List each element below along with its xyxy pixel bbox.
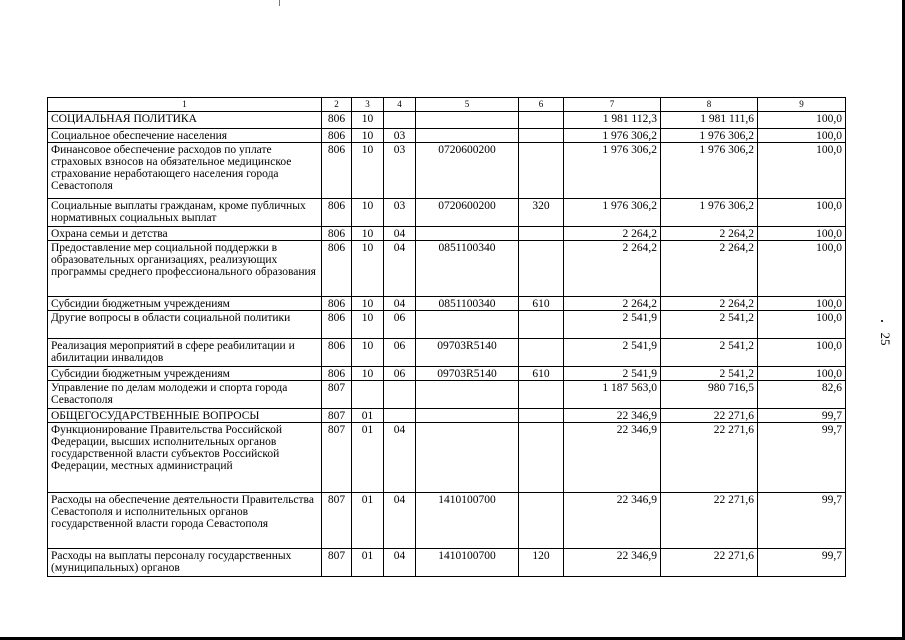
ministry-code: 806 [322,199,352,227]
subsection-code: 06 [384,339,416,367]
expense-type-code: 120 [519,549,564,577]
actual-amount: 22 271,6 [661,549,758,577]
execution-percent: 100,0 [758,339,846,367]
table-row [48,297,846,311]
ministry-code: 807 [322,423,352,493]
row-name: ОБЩЕГОСУДАРСТВЕННЫЕ ВОПРОСЫ [48,409,322,423]
row-name: Реализация мероприятий в сфере реабилитации и абилитации инвалидов [48,339,322,367]
ministry-code: 806 [322,112,352,129]
planned-amount: 1 187 563,0 [564,381,661,409]
row-name: Охрана семьи и детства [48,227,322,241]
target-article-code: 0720600200 [416,143,519,199]
actual-amount: 2 541,2 [661,339,758,367]
execution-percent: 100,0 [758,297,846,311]
column-header: 3 [352,98,384,112]
table-row [48,423,846,493]
page-number: 25 [878,332,893,346]
execution-percent: 100,0 [758,367,846,381]
subsection-code [384,112,416,129]
execution-percent: 99,7 [758,409,846,423]
ministry-code: 807 [322,381,352,409]
scan-artifact-tick [279,0,280,6]
column-number-row [48,98,846,112]
target-article-code: 0851100340 [416,297,519,311]
subsection-code: 04 [384,241,416,297]
target-article-code: 09703R5140 [416,367,519,381]
target-article-code [416,227,519,241]
planned-amount: 22 346,9 [564,423,661,493]
row-name: Другие вопросы в области социальной политики [48,311,322,339]
table-row [48,381,846,409]
row-name: Субсидии бюджетным учреждениям [48,297,322,311]
row-name: Расходы на обеспечение деятельности Правительства Севастополя и исполнительных органов государственной власти города Севастополя [48,493,322,549]
row-name: Субсидии бюджетным учреждениям [48,367,322,381]
row-name: Финансовое обеспечение расходов по уплате страховых взносов на обязательное медицинское страхование неработающего населения города Севастополя [48,143,322,199]
ministry-code: 807 [322,409,352,423]
column-header: 5 [416,98,519,112]
section-code: 01 [352,423,384,493]
actual-amount: 2 541,2 [661,311,758,339]
ministry-code: 806 [322,367,352,381]
table-row [48,143,846,199]
target-article-code [416,112,519,129]
table-row [48,129,846,143]
planned-amount: 2 541,9 [564,367,661,381]
target-article-code [416,423,519,493]
target-article-code: 0720600200 [416,199,519,227]
section-code: 10 [352,112,384,129]
subsection-code: 04 [384,227,416,241]
execution-percent: 99,7 [758,423,846,493]
ministry-code: 807 [322,549,352,577]
table-row [48,199,846,227]
scan-artifact-dot [881,320,883,322]
section-code [352,381,384,409]
subsection-code [384,381,416,409]
actual-amount: 1 976 306,2 [661,129,758,143]
expense-type-code [519,241,564,297]
ministry-code: 806 [322,311,352,339]
row-name: СОЦИАЛЬНАЯ ПОЛИТИКА [48,112,322,129]
subsection-code: 03 [384,143,416,199]
expense-type-code [519,409,564,423]
table-row [48,241,846,297]
actual-amount: 22 271,6 [661,423,758,493]
execution-percent: 100,0 [758,311,846,339]
actual-amount: 980 716,5 [661,381,758,409]
actual-amount: 2 264,2 [661,241,758,297]
row-name: Управление по делам молодежи и спорта города Севастополя [48,381,322,409]
expense-type-code [519,493,564,549]
expense-type-code [519,143,564,199]
execution-percent: 100,0 [758,241,846,297]
execution-percent: 99,7 [758,493,846,549]
subsection-code: 06 [384,311,416,339]
section-code: 10 [352,199,384,227]
actual-amount: 2 541,2 [661,367,758,381]
section-code: 10 [352,311,384,339]
table-row [48,311,846,339]
target-article-code [416,381,519,409]
actual-amount: 22 271,6 [661,493,758,549]
execution-percent: 100,0 [758,199,846,227]
table-row [48,227,846,241]
execution-percent: 100,0 [758,143,846,199]
actual-amount: 1 976 306,2 [661,199,758,227]
target-article-code: 09703R5140 [416,339,519,367]
planned-amount: 1 976 306,2 [564,143,661,199]
planned-amount: 22 346,9 [564,493,661,549]
section-code: 10 [352,143,384,199]
planned-amount: 22 346,9 [564,549,661,577]
expense-type-code [519,112,564,129]
actual-amount: 1 981 111,6 [661,112,758,129]
expense-type-code [519,381,564,409]
planned-amount: 1 976 306,2 [564,129,661,143]
planned-amount: 2 541,9 [564,311,661,339]
expense-type-code [519,339,564,367]
actual-amount: 1 976 306,2 [661,143,758,199]
section-code: 01 [352,493,384,549]
execution-percent: 100,0 [758,129,846,143]
ministry-code: 806 [322,129,352,143]
subsection-code: 04 [384,493,416,549]
execution-percent: 100,0 [758,112,846,129]
expense-type-code: 610 [519,297,564,311]
table-row [48,549,846,577]
ministry-code: 806 [322,339,352,367]
expense-type-code [519,311,564,339]
ministry-code: 806 [322,241,352,297]
section-code: 10 [352,297,384,311]
planned-amount: 2 264,2 [564,241,661,297]
row-name: Предоставление мер социальной поддержки в образовательных организациях, реализующих программы среднего профессионального образования [48,241,322,297]
section-code: 10 [352,241,384,297]
expense-type-code [519,423,564,493]
expense-type-code [519,129,564,143]
section-code: 01 [352,409,384,423]
section-code: 10 [352,339,384,367]
table-row [48,367,846,381]
planned-amount: 2 264,2 [564,227,661,241]
column-header: 7 [564,98,661,112]
ministry-code: 806 [322,143,352,199]
expense-type-code: 320 [519,199,564,227]
table-row [48,339,846,367]
target-article-code [416,311,519,339]
actual-amount: 2 264,2 [661,227,758,241]
row-name: Расходы на выплаты персоналу государственных (муниципальных) органов [48,549,322,577]
target-article-code: 1410100700 [416,493,519,549]
target-article-code: 1410100700 [416,549,519,577]
table-row [48,112,846,129]
column-header: 4 [384,98,416,112]
subsection-code: 04 [384,423,416,493]
planned-amount: 1 976 306,2 [564,199,661,227]
column-header: 9 [758,98,846,112]
target-article-code [416,129,519,143]
ministry-code: 807 [322,493,352,549]
execution-percent: 82,6 [758,381,846,409]
budget-table [47,97,846,577]
subsection-code [384,409,416,423]
target-article-code [416,409,519,423]
actual-amount: 2 264,2 [661,297,758,311]
execution-percent: 99,7 [758,549,846,577]
ministry-code: 806 [322,227,352,241]
actual-amount: 22 271,6 [661,409,758,423]
subsection-code: 03 [384,199,416,227]
subsection-code: 06 [384,367,416,381]
target-article-code: 0851100340 [416,241,519,297]
table-row [48,493,846,549]
subsection-code: 04 [384,549,416,577]
execution-percent: 100,0 [758,227,846,241]
expense-type-code: 610 [519,367,564,381]
column-header: 2 [322,98,352,112]
column-header: 8 [661,98,758,112]
column-header: 1 [48,98,322,112]
row-name: Социальное обеспечение населения [48,129,322,143]
row-name: Социальные выплаты гражданам, кроме публичных нормативных социальных выплат [48,199,322,227]
subsection-code: 04 [384,297,416,311]
column-header: 6 [519,98,564,112]
planned-amount: 22 346,9 [564,409,661,423]
ministry-code: 806 [322,297,352,311]
table-row [48,409,846,423]
planned-amount: 1 981 112,3 [564,112,661,129]
section-code: 10 [352,227,384,241]
planned-amount: 2 264,2 [564,297,661,311]
expense-type-code [519,227,564,241]
section-code: 10 [352,367,384,381]
section-code: 01 [352,549,384,577]
row-name: Функционирование Правительства Российской Федерации, высших исполнительных органов государственной власти субъектов Российской Федерации, местных администраций [48,423,322,493]
section-code: 10 [352,129,384,143]
planned-amount: 2 541,9 [564,339,661,367]
subsection-code: 03 [384,129,416,143]
